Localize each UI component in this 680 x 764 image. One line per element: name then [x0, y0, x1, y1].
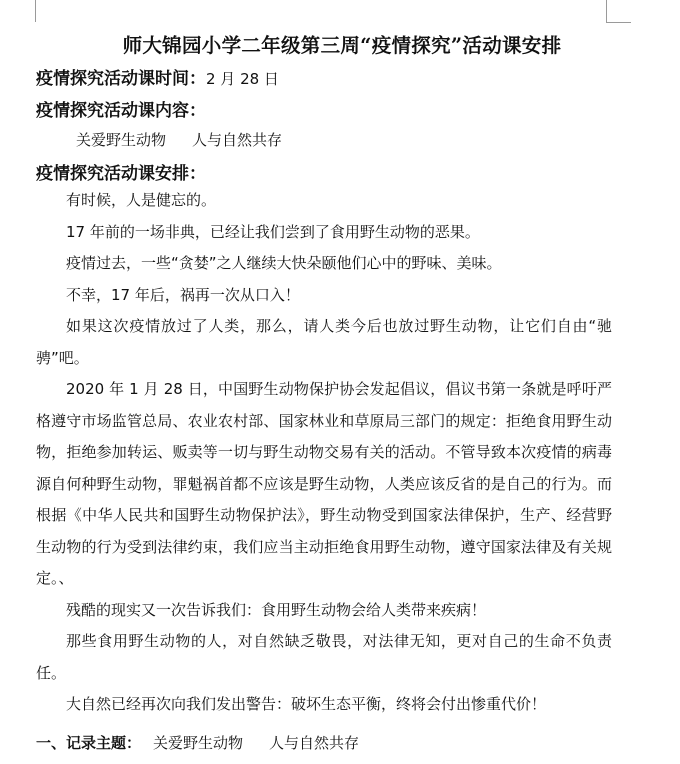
content-items: [76, 129, 282, 150]
paragraph: 那些食用野生动物的人，对自然缺乏敬畏，对法律无知，更对自己的生命不负责任。: [36, 632, 612, 682]
crop-mark-right: [606, 0, 631, 23]
time-line: [36, 64, 279, 89]
paragraph: 疫情过去，一些“贪婪”之人继续大快朵颐他们心中的野味、美味。: [66, 254, 502, 272]
content-item: 人与自然共存: [192, 131, 283, 149]
paragraph: 有时候，人是健忘的。: [66, 191, 217, 209]
paragraph: 残酷的现实又一次告诉我们：食用野生动物会给人类带来疾病！: [66, 600, 487, 619]
paragraph: 大自然已经再次向我们发出警告：破坏生态平衡，终将会付出惨重代价！: [66, 695, 547, 713]
document-title: 师大锦园小学二年级第三周“疫情探究”活动课安排: [122, 34, 562, 57]
paragraph: 如果这次疫情放过了人类，那么，请人类今后也放过野生动物，让它们自由“驰骋”吧。: [36, 317, 612, 367]
time-value: 2 月 28 日: [206, 70, 279, 88]
record-item: 人与自然共存: [269, 734, 360, 752]
content-label: 疫情探究活动课内容：: [36, 101, 206, 121]
paragraph: 17 年前的一场非典，已经让我们尝到了食用野生动物的恶果。: [66, 222, 480, 241]
record-topic-line: [36, 732, 359, 753]
record-item: 关爱野生动物: [153, 734, 244, 752]
record-number: 一、: [36, 734, 67, 752]
time-label: 疫情探究活动课时间：: [36, 69, 206, 89]
paragraph: 不幸，17 年后，祸再一次从口入！: [66, 285, 300, 304]
arrangement-body: [36, 185, 612, 721]
paragraph: 2020 年 1 月 28 日，中国野生动物保护协会发起倡议，倡议书第一条就是呼吁严格遵守市场监管总局、农业农村部、国家林业和草原局三部门的规定：拒绝食用野生动物，拒绝参加转运、贩卖等一切与野生动物交易有关的活动。不管导致本次疫情的病毒源自何种野生动物，罪魁祸首都不应该是野生动物，人类应该反省的是自己的行为。而根据《中华人民共和国野生动物保护法》，野生动物受到国家法律保护，生产、经营野生动物的行为受到法律约束，我们应当主动拒绝食用野生动物，遵守国家法律及有关规定。、: [36, 380, 612, 587]
record-label: 记录主题：: [66, 734, 142, 752]
content-item: 关爱野生动物: [76, 131, 167, 149]
arrangement-label: 疫情探究活动课安排：: [36, 164, 206, 184]
crop-mark-left: [34, 0, 36, 22]
